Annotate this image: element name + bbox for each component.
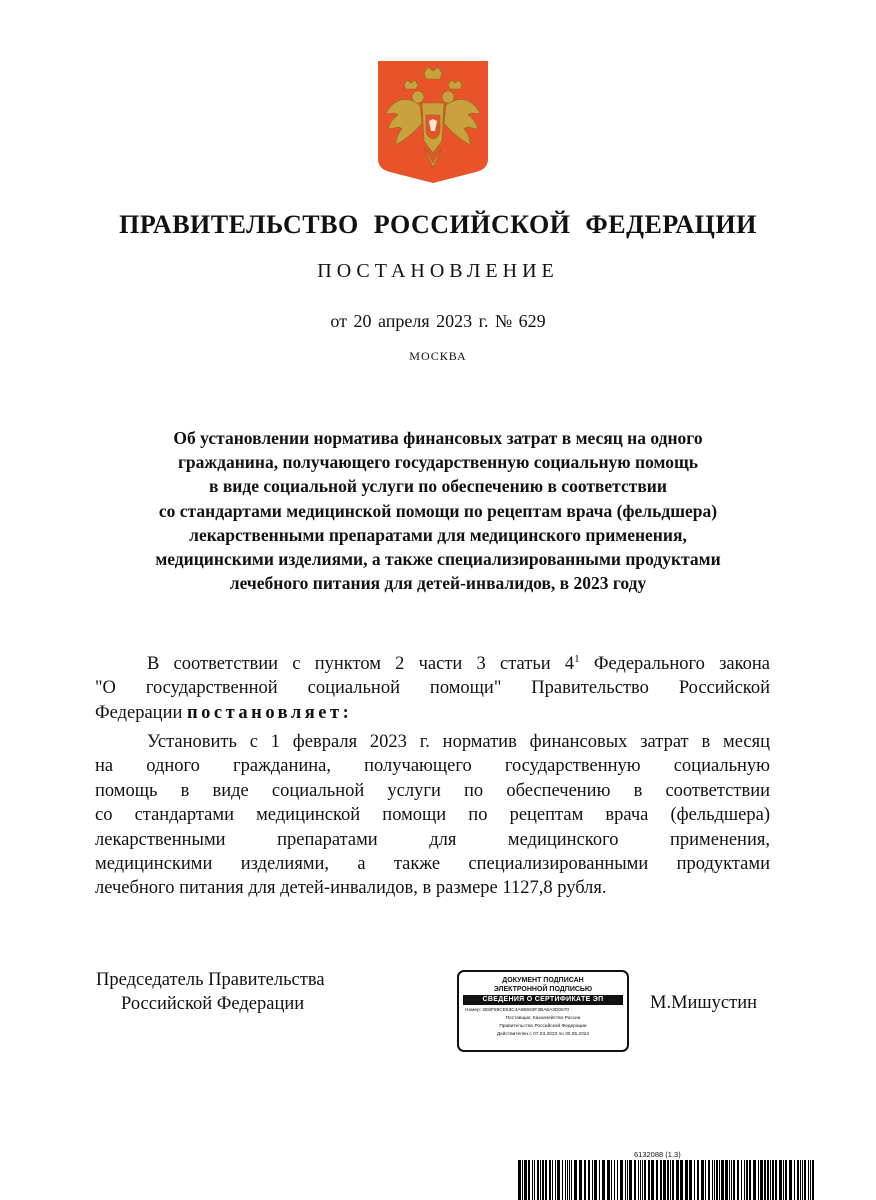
- barcode-bar: [522, 1160, 523, 1200]
- barcode-bar: [744, 1160, 745, 1200]
- decree-line: лекарственными препаратами для медицинского применения,: [95, 829, 770, 850]
- barcode-bar: [705, 1160, 706, 1200]
- barcode-bar: [607, 1160, 610, 1200]
- barcode-bar: [758, 1160, 759, 1200]
- barcode-bar: [800, 1160, 801, 1200]
- stamp-certificate-bar: СВЕДЕНИЯ О СЕРТИФИКАТЕ ЭП: [463, 995, 623, 1005]
- barcode-bar: [620, 1160, 623, 1200]
- barcode-bar: [689, 1160, 692, 1200]
- barcode-bar: [611, 1160, 612, 1200]
- barcode-bar: [552, 1160, 553, 1200]
- barcode-bar: [627, 1160, 628, 1200]
- preamble-text: Федерации: [95, 702, 183, 723]
- barcode-bar: [579, 1160, 582, 1200]
- barcode-bar: [588, 1160, 590, 1200]
- barcode-bar: [783, 1160, 784, 1200]
- electronic-signature-stamp: [457, 970, 629, 1052]
- barcode-label: 6132088 (1.3): [634, 1150, 681, 1159]
- position-line-1: Председатель Правительства: [96, 970, 325, 990]
- barcode-bar: [571, 1160, 572, 1200]
- barcode-bar: [555, 1160, 556, 1200]
- decree-line: на одного гражданина, получающего государственную социальную: [95, 756, 770, 777]
- barcode-bar: [656, 1160, 658, 1200]
- stamp-serial: Номер: 2E8F99CE53C4A6B663F3BA6A3D0670: [465, 1008, 570, 1013]
- decree-line: лечебного питания для детей-инвалидов, в размере 1127,8 рубля.: [95, 878, 607, 899]
- barcode-bar: [537, 1160, 539, 1200]
- preamble-text: Федерального закона: [579, 654, 770, 674]
- title-line: лечебного питания для детей-инвалидов, в 2023 году: [229, 573, 647, 594]
- barcode-bar: [594, 1160, 597, 1200]
- decree-line: медицинскими изделиями, а также специализированными продуктами: [95, 853, 770, 874]
- decree-line: Установить с 1 февраля 2023 г. норматив финансовых затрат в месяц: [147, 732, 770, 752]
- decree-paragraph: [95, 730, 770, 901]
- barcode-bar: [701, 1160, 704, 1200]
- preamble-line-1: [95, 652, 770, 676]
- barcode-bar: [569, 1160, 570, 1200]
- barcode-bar: [667, 1160, 669, 1200]
- resolution-title: [80, 426, 796, 595]
- barcode-bar: [518, 1160, 521, 1200]
- barcode-bar: [599, 1160, 600, 1200]
- stamp-validity: Действителен с 07.03.2023 по 30.05.2024: [496, 1032, 590, 1037]
- barcode-bar: [549, 1160, 551, 1200]
- barcode-bar: [644, 1160, 646, 1200]
- barcode-bar: [625, 1160, 626, 1200]
- barcode-bar: [733, 1160, 735, 1200]
- barcode-bar: [534, 1160, 535, 1200]
- barcode-bar: [708, 1160, 710, 1200]
- barcode-bar: [574, 1160, 577, 1200]
- stamp-owner: Правительство Российской Федерации: [499, 1024, 587, 1029]
- barcode-bar: [634, 1160, 636, 1200]
- barcode-bar: [797, 1160, 799, 1200]
- barcode-bar: [697, 1160, 699, 1200]
- document-date-number: от 20 апреля 2023 г. № 629: [330, 311, 546, 331]
- barcode-bar: [716, 1160, 718, 1200]
- barcode-bar: [729, 1160, 730, 1200]
- barcode-bar: [767, 1160, 769, 1200]
- barcode-bar: [670, 1160, 671, 1200]
- decree-line: со стандартами медицинской помощи по рецептам врача (фельдшера): [95, 805, 770, 826]
- barcode-bar: [712, 1160, 713, 1200]
- barcode-bar: [770, 1160, 771, 1200]
- government-title: ПРАВИТЕЛЬСТВО РОССИЙСКОЙ ФЕДЕРАЦИИ: [119, 210, 757, 239]
- barcode-bar: [640, 1160, 641, 1200]
- article-superscript: 1: [574, 653, 580, 665]
- barcode-bar: [772, 1160, 774, 1200]
- barcode-bar: [629, 1160, 632, 1200]
- barcode-bar: [785, 1160, 787, 1200]
- title-line: медицинскими изделиями, а также специализированными продуктами: [155, 549, 721, 570]
- barcode-bar: [557, 1160, 560, 1200]
- barcode-bar: [694, 1160, 695, 1200]
- barcode-bar: [802, 1160, 803, 1200]
- document-city: МОСКВА: [409, 349, 467, 363]
- preamble-text: В соответствии с пунктом 2 части 3 статьи 4: [147, 654, 575, 674]
- document-type: ПОСТАНОВЛЕНИЕ: [317, 260, 559, 282]
- barcode-bar: [779, 1160, 782, 1200]
- barcode-bar: [741, 1160, 742, 1200]
- barcode-bar: [617, 1160, 618, 1200]
- barcode-bar: [719, 1160, 720, 1200]
- barcode-bar: [808, 1160, 809, 1200]
- barcode-bar: [663, 1160, 666, 1200]
- barcode-bar: [737, 1160, 739, 1200]
- barcode-bar: [753, 1160, 756, 1200]
- barcode-bar: [676, 1160, 679, 1200]
- barcode-bar: [565, 1160, 566, 1200]
- signatory-name: М.Мишустин: [650, 993, 758, 1013]
- barcode-bar: [651, 1160, 654, 1200]
- barcode-bar: [567, 1160, 568, 1200]
- barcode-bar: [638, 1160, 639, 1200]
- barcode-bar: [642, 1160, 643, 1200]
- barcode-bar: [775, 1160, 777, 1200]
- barcode-bar: [648, 1160, 650, 1200]
- barcode-bar: [731, 1160, 732, 1200]
- barcode-bar: [545, 1160, 547, 1200]
- barcode-bar: [542, 1160, 544, 1200]
- barcode-bar: [810, 1160, 811, 1200]
- barcode-bar: [804, 1160, 806, 1200]
- barcode-bar: [528, 1160, 530, 1200]
- barcode-bar: [794, 1160, 795, 1200]
- decree-word: постановляет:: [187, 702, 353, 723]
- stamp-title-line-2: ЭЛЕКТРОННОЙ ПОДПИСЬЮ: [493, 985, 593, 993]
- barcode-bar: [746, 1160, 748, 1200]
- barcode-bar: [672, 1160, 674, 1200]
- stamp-supplier: Поставщик: Казначейство России: [505, 1016, 581, 1021]
- barcode-bar: [714, 1160, 715, 1200]
- barcode-bar: [660, 1160, 662, 1200]
- title-line: в виде социальной услуги по обеспечению в соответствии: [209, 476, 667, 497]
- title-line: Об установлении норматива финансовых затрат в месяц на одного: [173, 428, 703, 448]
- barcode-bar: [584, 1160, 586, 1200]
- preamble-line-2: "О государственной социальной помощи" Правительство Российской: [95, 678, 770, 699]
- barcode-bar: [685, 1160, 688, 1200]
- title-line: со стандартами медицинской помощи по рецептам врача (фельдшера): [158, 500, 718, 521]
- barcode-bar: [614, 1160, 615, 1200]
- barcode-bar: [789, 1160, 792, 1200]
- barcode-bar: [721, 1160, 724, 1200]
- signatory-position: [96, 968, 325, 1016]
- barcode-bar: [532, 1160, 533, 1200]
- decree-line: помощь в виде социальной услуги по обеспечению в соответствии: [95, 780, 770, 801]
- barcode-bar: [524, 1160, 527, 1200]
- barcode-bar: [725, 1160, 728, 1200]
- preamble-paragraph: [95, 652, 770, 725]
- barcode-bar: [764, 1160, 766, 1200]
- barcode-bar: [592, 1160, 593, 1200]
- coat-of-arms-emblem: [376, 59, 490, 185]
- barcode-bar: [540, 1160, 541, 1200]
- stamp-title-line-1: ДОКУМЕНТ ПОДПИСАН: [502, 977, 584, 984]
- barcode-bar: [562, 1160, 563, 1200]
- barcode: [518, 1160, 818, 1200]
- preamble-line-3: [95, 701, 770, 725]
- barcode-bar: [760, 1160, 763, 1200]
- barcode-bar: [812, 1160, 814, 1200]
- barcode-bar: [680, 1160, 683, 1200]
- barcode-bar: [602, 1160, 605, 1200]
- barcode-bar: [749, 1160, 751, 1200]
- position-line-2: Российской Федерации: [121, 994, 305, 1014]
- title-line: лекарственными препаратами для медицинского применения,: [189, 524, 687, 545]
- title-line: гражданина, получающего государственную социальную помощь: [177, 452, 699, 473]
